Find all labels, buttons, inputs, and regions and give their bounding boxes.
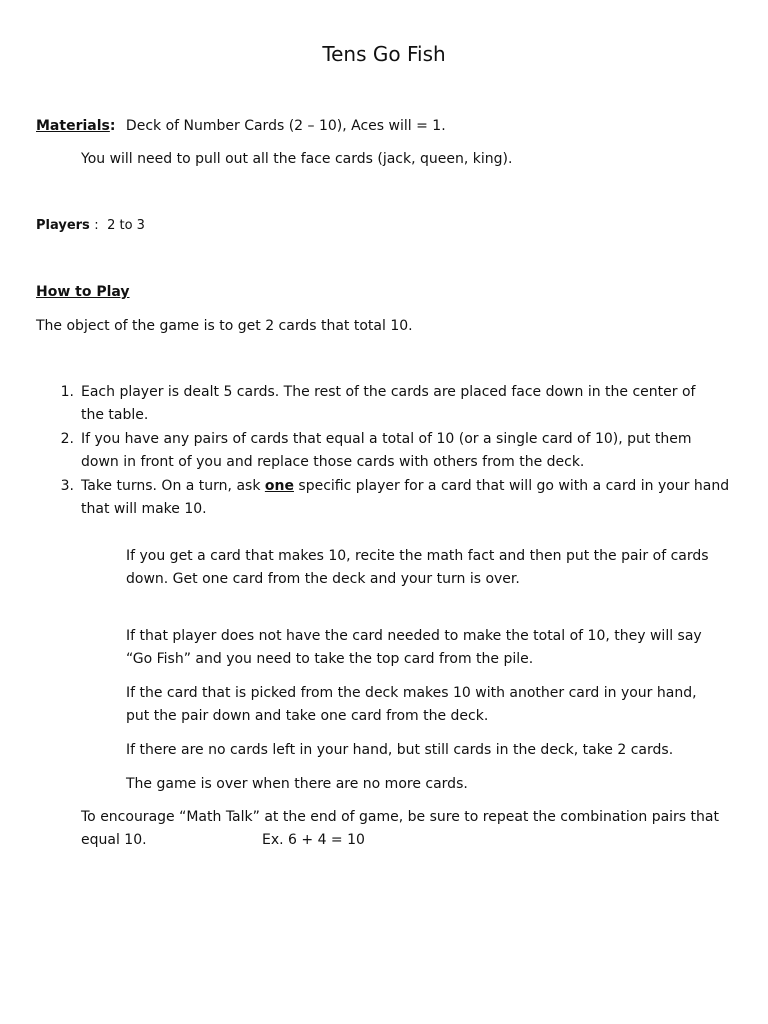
math-talk-paragraph [81,806,751,852]
emphasis-one: one [264,478,294,494]
materials-label: Materials [36,118,110,134]
math-talk-line: equal 10. [81,832,147,848]
step-number: 2. [60,431,74,447]
step-text [81,428,746,474]
rule-line: If the card that is picked from the deck makes 10 with another card in your hand, [126,685,697,701]
how-to-play-heading: How to Play [36,284,130,300]
step-number: 1. [60,384,74,400]
materials-note: You will need to pull out all the face cards (jack, queen, king). [81,151,513,167]
step-line: that will make 10. [81,501,207,517]
rule-line: If there are no cards left in your hand, but still cards in the deck, take 2 cards. [126,742,674,758]
step-text-part: Take turns. On a turn, ask [81,478,265,494]
rule-line: The game is over when there are no more cards. [126,776,468,792]
math-talk-line2 [81,829,751,852]
step-item [56,428,746,474]
math-talk-line: To encourage “Math Talk” at the end of game, be sure to repeat the combination pairs that [81,809,719,825]
objective-text: The object of the game is to get 2 cards that total 10. [36,318,413,334]
math-example: Ex. 6 + 4 = 10 [262,832,365,848]
step-line [81,475,746,498]
rule-paragraph [126,739,726,762]
step-item [56,475,746,521]
players-value: 2 to 3 [107,218,145,233]
players-line [36,214,436,237]
step-line: Each player is dealt 5 cards. The rest of the cards are placed face down in the center of [81,384,696,400]
rule-paragraph [126,545,726,591]
step-line: down in front of you and replace those cards with others from the deck. [81,454,585,470]
rule-line: “Go Fish” and you need to take the top card from the pile. [126,651,534,667]
rule-line: down. Get one card from the deck and your turn is over. [126,571,520,587]
materials-line [36,115,736,138]
rule-line: If you get a card that makes 10, recite the math fact and then put the pair of cards [126,548,709,564]
step-item [56,381,746,427]
step-text-part: specific player for a card that will go with a card in your hand [293,478,730,494]
players-label: Players [36,218,90,233]
step-text [81,381,746,427]
players-colon: : [94,218,99,233]
page-title: Tens Go Fish [322,42,446,66]
step-line: If you have any pairs of cards that equal a total of 10 (or a single card of 10), put them [81,431,692,447]
materials-text: Deck of Number Cards (2 – 10), Aces will = 1. [125,118,446,134]
rule-paragraph [126,625,726,671]
step-line: the table. [81,407,149,423]
rule-line: put the pair down and take one card from the deck. [126,708,489,724]
rule-paragraph [126,682,726,728]
materials-colon: : [109,118,116,134]
rule-paragraph [126,773,726,796]
step-text [81,475,746,521]
rule-line: If that player does not have the card needed to make the total of 10, they will say [126,628,702,644]
step-number: 3. [60,478,74,494]
